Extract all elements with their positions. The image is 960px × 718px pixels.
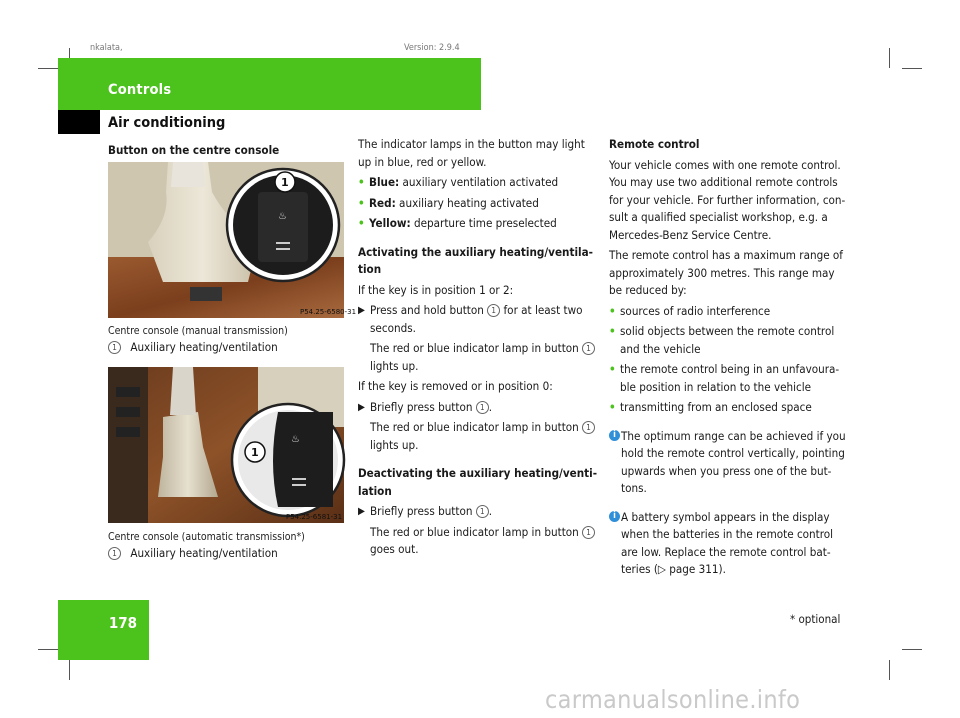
key-position-b: If the key is removed or in position 0: — [358, 379, 553, 393]
page-number-block — [58, 600, 149, 660]
deactivate-heading: Deactivating the auxiliary heating/venti-lation — [358, 466, 598, 498]
info-note-2: i A battery symbol appears in the display when the batteries in the remote control are low. Replace the remote control bat-teries (▷ page 311). — [609, 509, 849, 579]
step-brief-press-result: The red or blue indicator lamp in button 1 lights up. — [358, 419, 598, 454]
svg-text:1: 1 — [281, 176, 289, 189]
subsection-title: Air conditioning — [108, 115, 226, 131]
key-position-a: If the key is in position 1 or 2: — [358, 282, 514, 297]
color-item-red: • Red: auxiliary heating activated — [358, 195, 539, 210]
remote-para-1: Your vehicle comes with one remote control. You may use two additional remote controls for your vehicle. For further information, con-sult a qualified specialist workshop, e.g. a Mercedes-Benz Service Centre. — [609, 157, 846, 242]
activate-heading: Activating the auxiliary heating/ventila-tion — [358, 244, 593, 276]
right-column — [609, 136, 849, 579]
section-title: Controls — [108, 82, 172, 98]
crop-mark — [69, 660, 70, 680]
page-number: 178 — [108, 614, 137, 632]
photo-automatic-console — [108, 367, 344, 523]
figure-legend-1 — [108, 340, 278, 354]
step-brief-press: ▶ Briefly press button 1 . — [358, 399, 493, 414]
author-meta: nkalata, — [90, 43, 123, 53]
remote-bullet: • solid objects between the remote control and the vehicle — [609, 324, 835, 356]
footnote: * optional — [790, 612, 841, 626]
crop-mark — [38, 649, 58, 650]
version-meta: Version: 2.9.4 — [404, 43, 460, 53]
step-press-hold: ▶ Press and hold button 1 for at least two seconds. — [358, 303, 583, 335]
svg-text:1: 1 — [251, 446, 259, 459]
left-heading: Button on the centre console — [108, 143, 280, 157]
crop-mark — [902, 68, 922, 69]
intro-text: The indicator lamps in the button may light up in blue, red or yellow. — [358, 137, 585, 169]
figure-caption-2: Centre console (automatic transmission*) — [108, 531, 305, 543]
color-item-blue: • Blue: auxiliary ventilation activated — [358, 175, 559, 189]
step-deactivate-result: The red or blue indicator lamp in button 1 goes out. — [358, 524, 598, 559]
remote-bullet: • transmitting from an enclosed space — [609, 400, 812, 414]
step-deactivate: ▶ Briefly press button 1 . — [358, 504, 493, 518]
svg-text:♨: ♨ — [278, 211, 287, 222]
remote-bullet: • the remote control being in an unfavoura-ble position in relation to the vehicle — [609, 362, 840, 394]
figure-legend-text-2: Auxiliary heating/ventilation — [130, 546, 278, 560]
step-press-hold-result: The red or blue indicator lamp in button 1 lights up. — [358, 340, 598, 375]
middle-column — [358, 136, 598, 559]
crop-mark — [889, 48, 890, 68]
figure-caption-1: Centre console (manual transmission) — [108, 325, 288, 337]
callout-1: 1 — [108, 547, 121, 560]
remote-para-2: The remote control has a maximum range of approximately 300 metres. This range may be reduced by: — [609, 248, 843, 297]
crop-mark — [889, 660, 890, 680]
remote-heading: Remote control — [609, 137, 700, 151]
callout-1: 1 — [108, 341, 121, 354]
info-icon: i — [609, 511, 620, 522]
color-item-yellow: • Yellow: departure time preselected — [358, 216, 557, 230]
crop-mark — [902, 649, 922, 650]
figure-code-1: P54.25-6580-31 — [300, 308, 357, 316]
remote-bullet: • sources of radio interference — [609, 303, 771, 318]
console-photo-svg — [108, 162, 357, 318]
header-tab — [58, 110, 100, 134]
watermark: carmanualsonline.info — [545, 685, 801, 714]
figure-legend-text-1: Auxiliary heating/ventilation — [130, 340, 278, 354]
figure-code-2: P54.25-6581-31 — [286, 513, 343, 521]
svg-text:♨: ♨ — [291, 434, 300, 445]
info-icon: i — [609, 430, 620, 441]
crop-mark — [38, 68, 58, 69]
photo-manual-console — [108, 162, 357, 318]
figure-legend-2 — [108, 546, 278, 560]
info-note-1: i The optimum range can be achieved if you hold the remote control vertically, pointing upwards when you press one of the but-tons. — [609, 428, 849, 498]
console-photo-svg-2 — [108, 367, 344, 523]
